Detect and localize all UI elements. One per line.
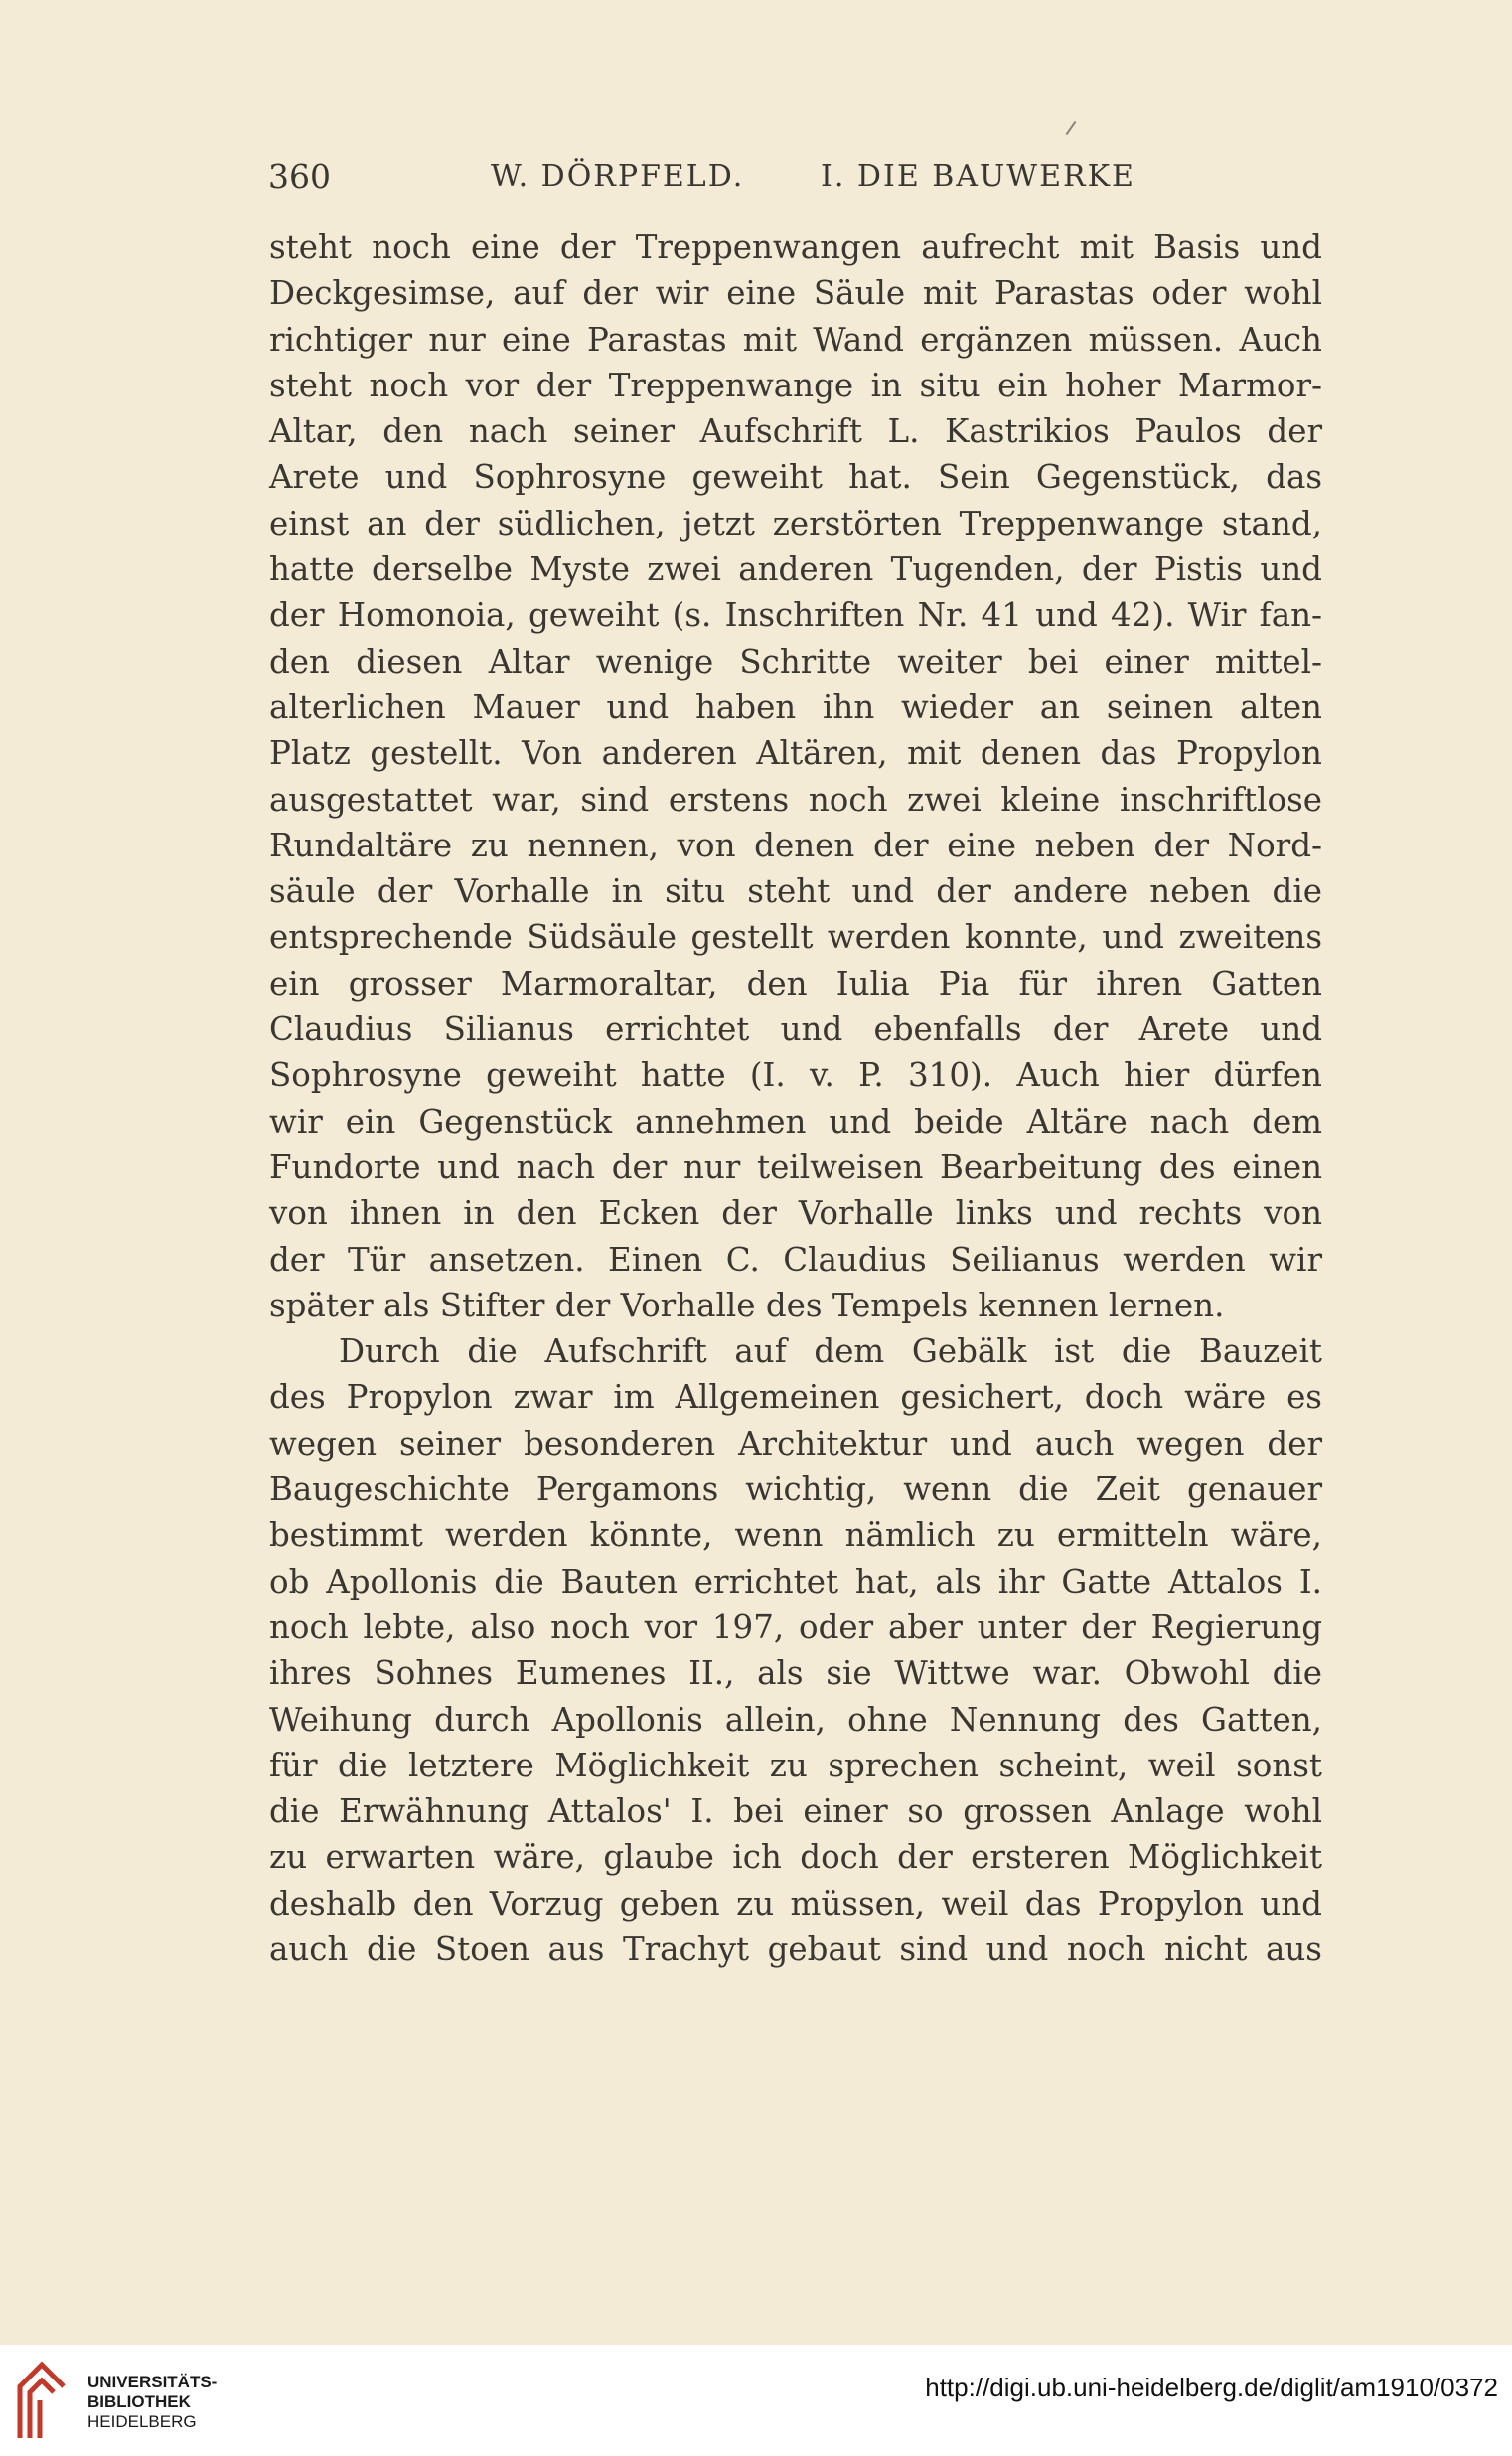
text-line: steht noch vor der Treppenwange in situ ein hoher Marmor- (269, 366, 1322, 404)
text-line: Sophrosyne geweiht hatte (I. v. P. 310). Auch hier dürfen (269, 1056, 1322, 1095)
text-line: ausgestattet war, sind erstens noch zwei kleine inschriftlose (269, 780, 1322, 819)
text-line: des Propylon zwar im Allgemeinen gesichert, doch wäre es (269, 1378, 1322, 1417)
text-line: den diesen Altar wenige Schritte weiter bei einer mittel- (269, 642, 1322, 681)
text-line: steht noch eine der Treppenwangen aufrecht mit Basis und (269, 229, 1322, 266)
text-line: Fundorte und nach der nur teilweisen Bearbeitung des einen (269, 1148, 1322, 1186)
text-line: ihres Sohnes Eumenes II., als sie Wittwe war. Obwohl die (269, 1654, 1322, 1693)
text-line: Altar, den nach seiner Aufschrift L. Kastrikios Paulos der (269, 412, 1322, 451)
text-line-paragraph-start: Durch die Aufschrift auf dem Gebälk ist die Bauzeit (339, 1332, 1322, 1371)
text-line: Arete und Sophrosyne geweiht hat. Sein Gegenstück, das (269, 458, 1322, 497)
text-line: alterlichen Mauer und haben ihn wieder an seinen alten (269, 688, 1322, 726)
text-line: die Erwähnung Attalos' I. bei einer so grossen Anlage wohl (269, 1792, 1322, 1831)
library-name (87, 2373, 217, 2432)
text-line: richtiger nur eine Parastas mit Wand ergänzen müssen. Auch (269, 320, 1322, 359)
text-line: auch die Stoen aus Trachyt gebaut sind und noch nicht aus (269, 1929, 1322, 1968)
library-line-3: HEIDELBERG (87, 2412, 197, 2431)
text-line: später als Stifter der Vorhalle des Tempels kennen lernen. (269, 1286, 1225, 1324)
text-line: Platz gestellt. Von anderen Altären, mit denen das Propylon (269, 734, 1322, 773)
text-line: entsprechende Südsäule gestellt werden konnte, und zweitens (269, 918, 1322, 957)
text-line: der Tür ansetzen. Einen C. Claudius Seilianus werden wir (269, 1240, 1322, 1279)
permalink-url[interactable]: http://digi.ub.uni-heidelberg.de/diglit/am1910/0372 (925, 2373, 1498, 2402)
ub-heidelberg-logo-icon (12, 2357, 72, 2442)
text-line: Claudius Silianus errichtet und ebenfalls der Arete und (269, 1010, 1322, 1049)
text-line: zu erwarten wäre, glaube ich doch der ersteren Möglichkeit (269, 1838, 1322, 1877)
text-line: für die letztere Möglichkeit zu sprechen scheint, weil sonst (269, 1746, 1322, 1784)
text-line: noch lebte, also noch vor 197, oder aber unter der Regierung (269, 1608, 1322, 1646)
text-line: wegen seiner besonderen Architektur und auch wegen der (269, 1424, 1322, 1462)
text-line: Baugeschichte Pergamons wichtig, wenn die Zeit genauer (269, 1470, 1322, 1509)
digitization-footer (0, 2345, 1512, 2456)
text-line: hatte derselbe Myste zwei anderen Tugenden, der Pistis und (269, 550, 1322, 589)
running-header (268, 157, 1321, 197)
text-line: Weihung durch Apollonis allein, ohne Nennung des Gatten, (269, 1700, 1322, 1739)
page-number: 360 (268, 157, 331, 196)
text-line: ob Apollonis die Bauten errichtet hat, als ihr Gatte Attalos I. (269, 1562, 1322, 1601)
text-line: Deckgesimse, auf der wir eine Säule mit Parastas oder wohl (269, 274, 1322, 313)
pencil-mark (1066, 121, 1077, 135)
library-line-1: UNIVERSITÄTS- (87, 2373, 218, 2391)
text-line: der Homonoia, geweiht (s. Inschriften Nr. 41 und 42). Wir fan- (269, 596, 1322, 635)
text-line: deshalb den Vorzug geben zu müssen, weil das Propylon und (269, 1884, 1322, 1922)
text-line: einst an der südlichen, jetzt zerstörten Treppenwange stand, (269, 504, 1322, 542)
text-line: ein grosser Marmoraltar, den Iulia Pia für ihren Gatten (269, 964, 1322, 1002)
header-author: W. DÖRPFELD. (491, 159, 745, 194)
header-section: I. DIE BAUWERKE (821, 159, 1135, 194)
library-line-2: BIBLIOTHEK (87, 2392, 191, 2411)
text-line: säule der Vorhalle in situ steht und der andere neben die (269, 872, 1322, 911)
body-text (269, 225, 1322, 1972)
text-line: Rundaltäre zu nennen, von denen der eine neben der Nord- (269, 826, 1322, 864)
text-line: bestimmt werden könnte, wenn nämlich zu ermitteln wäre, (269, 1516, 1322, 1555)
text-line: von ihnen in den Ecken der Vorhalle links und rechts von (269, 1194, 1322, 1233)
text-line: wir ein Gegenstück annehmen und beide Altäre nach dem (269, 1102, 1322, 1141)
